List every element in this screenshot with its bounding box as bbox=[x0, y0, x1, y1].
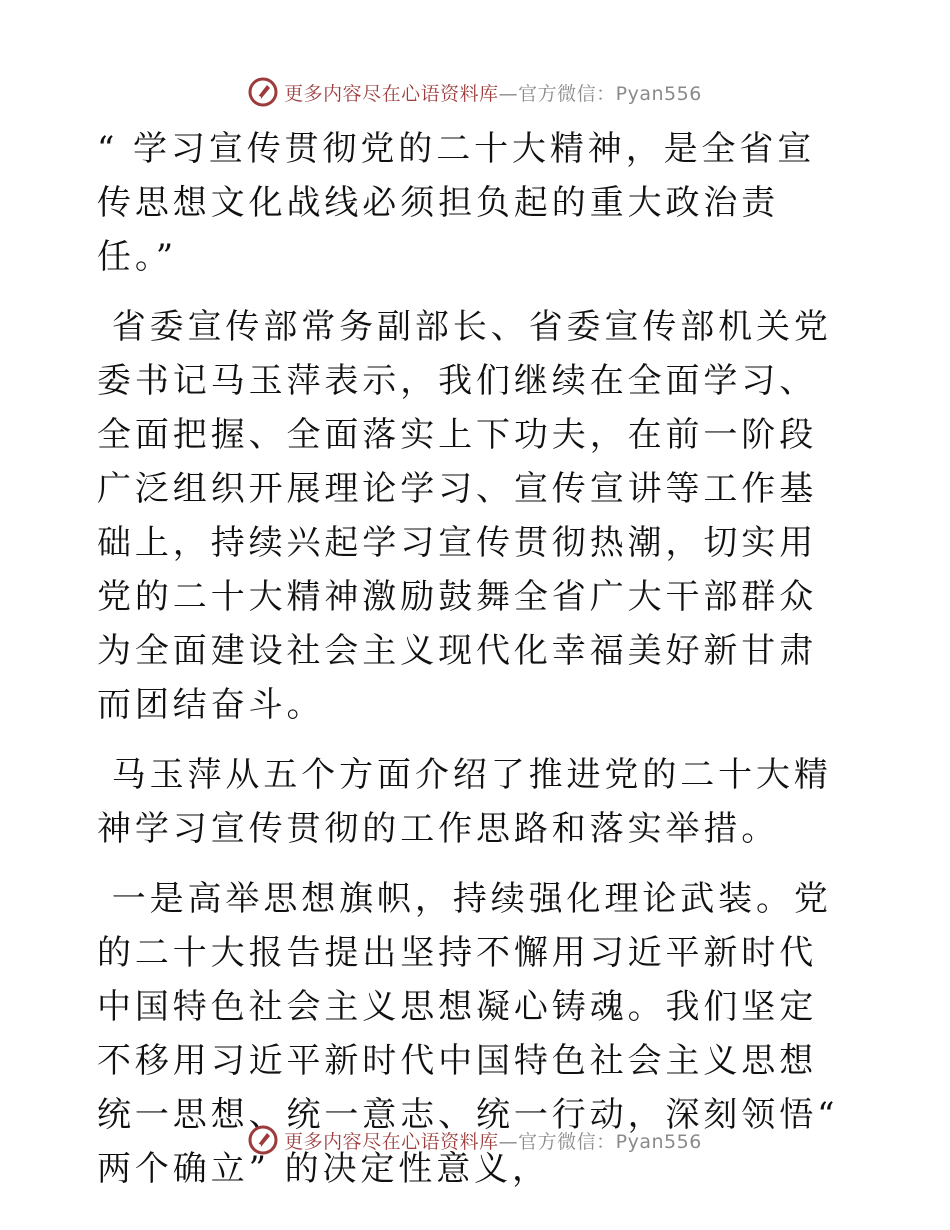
paragraph: “ 学习宣传贯彻党的二十大精神，是全省宣传思想文化战线必须担负起的重大政治责任。” bbox=[97, 129, 816, 277]
banner-wechat-text: 官方微信：Pyan556 bbox=[518, 82, 702, 105]
banner-text bbox=[284, 79, 702, 106]
banner-main-text: 更多内容尽在心语资料库 bbox=[284, 1130, 499, 1153]
banner-separator: — bbox=[498, 1130, 519, 1153]
paragraph: 省委宣传部常务副部长、省委宣传部机关党委书记马玉萍表示，我们继续在全面学习、全面把握、全面落实上下功夫，在前一阶段广泛组织开展理论学习、宣传宣讲等工作基础上，持续兴起学习宣传贯彻热潮，切实用党的二十大精神激励鼓舞全省广大干部群众为全面建设社会主义现代化幸福美好新甘肃而团结奋斗。 bbox=[97, 307, 832, 725]
paragraph: 马玉萍从五个方面介绍了推进党的二十大精神学习宣传贯彻的工作思路和落实举措。 bbox=[97, 755, 832, 849]
banner-separator: — bbox=[498, 82, 519, 105]
pen-nib-logo-icon bbox=[248, 77, 278, 107]
banner-text bbox=[284, 1127, 702, 1154]
paragraph: 一是高举思想旗帜，持续强化理论武装。党的二十大报告提出坚持不懈用习近平新时代中国特色社会主义思想凝心铸魂。我们坚定不移用习近平新时代中国特色社会主义思想统一思想、统一意志、统一行动，深刻领悟“ 两个确立” 的决定性意义， bbox=[97, 879, 854, 1189]
banner-main-text: 更多内容尽在心语资料库 bbox=[284, 82, 499, 105]
banner-wechat-text: 官方微信：Pyan556 bbox=[518, 1130, 702, 1153]
footer-banner bbox=[0, 1120, 950, 1160]
header-banner bbox=[0, 72, 950, 112]
document-body bbox=[97, 122, 852, 1212]
pen-nib-logo-icon bbox=[248, 1125, 278, 1155]
